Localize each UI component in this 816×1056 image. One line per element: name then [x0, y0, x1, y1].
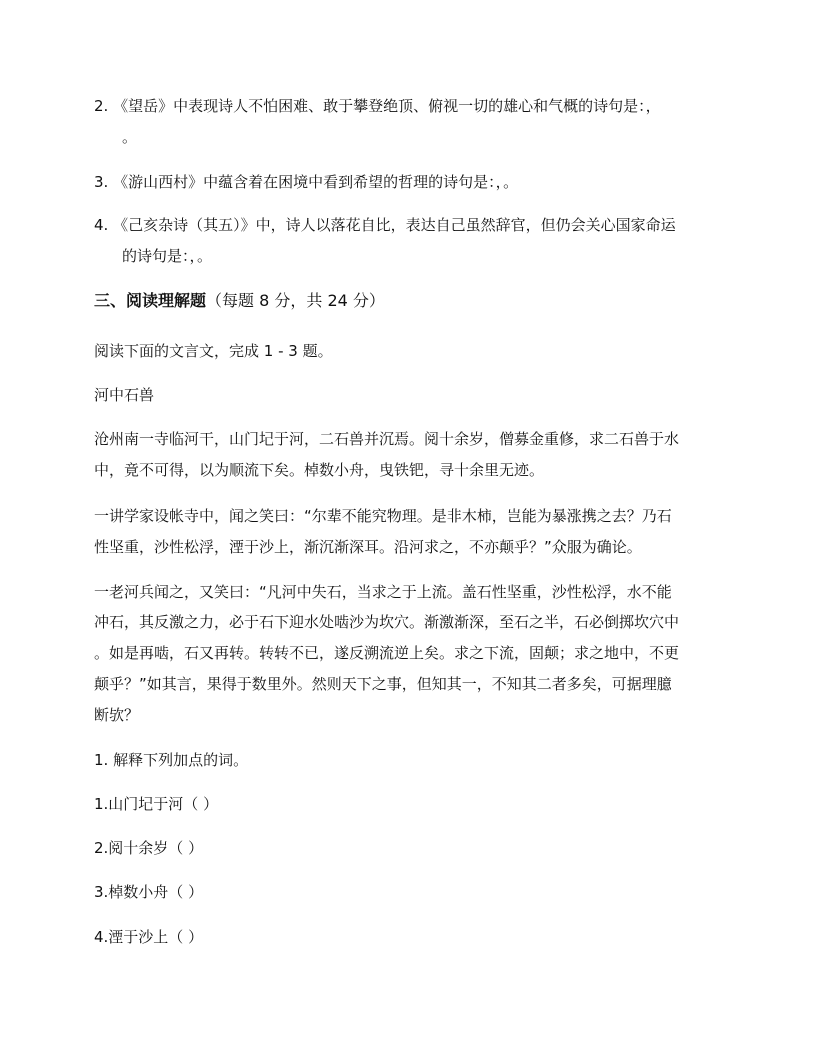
- question-1-item-3: 3.棹数小舟（ ）: [94, 883, 204, 901]
- question-4-line-1: 4. 《己亥杂诗（其五）》中，诗人以落花自比，表达自己虽然辞官，但仍会关心国家命运: [94, 216, 676, 234]
- paragraph-3-line-4: 颠乎？”如其言，果得于数里外。然则天下之事，但知其一，不知其二者多矣，可据理臆: [94, 675, 672, 693]
- paragraph-2-line-2: 性坚重，沙性松浮，湮于沙上，渐沉渐深耳。沿河求之，不亦颠乎？”众服为确论。: [94, 538, 642, 556]
- paragraph-3-line-3: 。如是再啮，石又再转。转转不已，遂反溯流逆上矣。求之下流，固颠；求之地中，不更: [94, 644, 680, 662]
- section-title: 三、阅读理解题: [94, 291, 207, 310]
- section-heading: [94, 291, 385, 311]
- section-score-note: （每题 8 分，共 24 分）: [206, 291, 385, 310]
- paragraph-1-line-1: 沧州南一寺临河干，山门圮于河，二石兽并沉焉。阅十余岁，僧募金重修，求二石兽于水: [94, 430, 680, 448]
- paragraph-1-line-2: 中，竟不可得，以为顺流下矣。棹数小舟，曳铁钯，寻十余里无迹。: [94, 461, 545, 479]
- paragraph-3-line-1: 一老河兵闻之，又笑曰：“凡河中失石，当求之于上流。盖石性坚重，沙性松浮，水不能: [94, 583, 672, 601]
- paragraph-3-line-2: 冲石，其反激之力，必于石下迎水处啮沙为坎穴。渐激渐深，至石之半，石必倒掷坎穴中: [94, 613, 680, 631]
- question-1-item-4: 4.湮于沙上（ ）: [94, 928, 204, 946]
- question-1-item-1: 1.山门圮于河（ ）: [94, 795, 219, 813]
- article-title: 河中石兽: [94, 386, 155, 404]
- paragraph-3-line-5: 断欤？: [94, 706, 140, 724]
- reading-instruction: 阅读下面的文言文，完成 1 - 3 题。: [94, 342, 333, 360]
- question-1-item-2: 2.阅十余岁（ ）: [94, 839, 204, 857]
- question-1-stem: 1. 解释下列加点的词。: [94, 751, 249, 769]
- question-3-line-1: 3. 《游山西村》中蕴含着在困境中看到希望的哲理的诗句是：，。: [94, 173, 519, 191]
- question-2-line-1: 2. 《望岳》中表现诗人不怕困难、敢于攀登绝顶、俯视一切的雄心和气概的诗句是：，: [94, 97, 661, 115]
- question-2-line-2: 。: [122, 128, 138, 146]
- question-4-line-2: 的诗句是：，。: [122, 247, 213, 265]
- paragraph-2-line-1: 一讲学家设帐寺中，闻之笑曰：“尔辈不能究物理。是非木柿，岂能为暴涨携之去？乃石: [94, 507, 672, 525]
